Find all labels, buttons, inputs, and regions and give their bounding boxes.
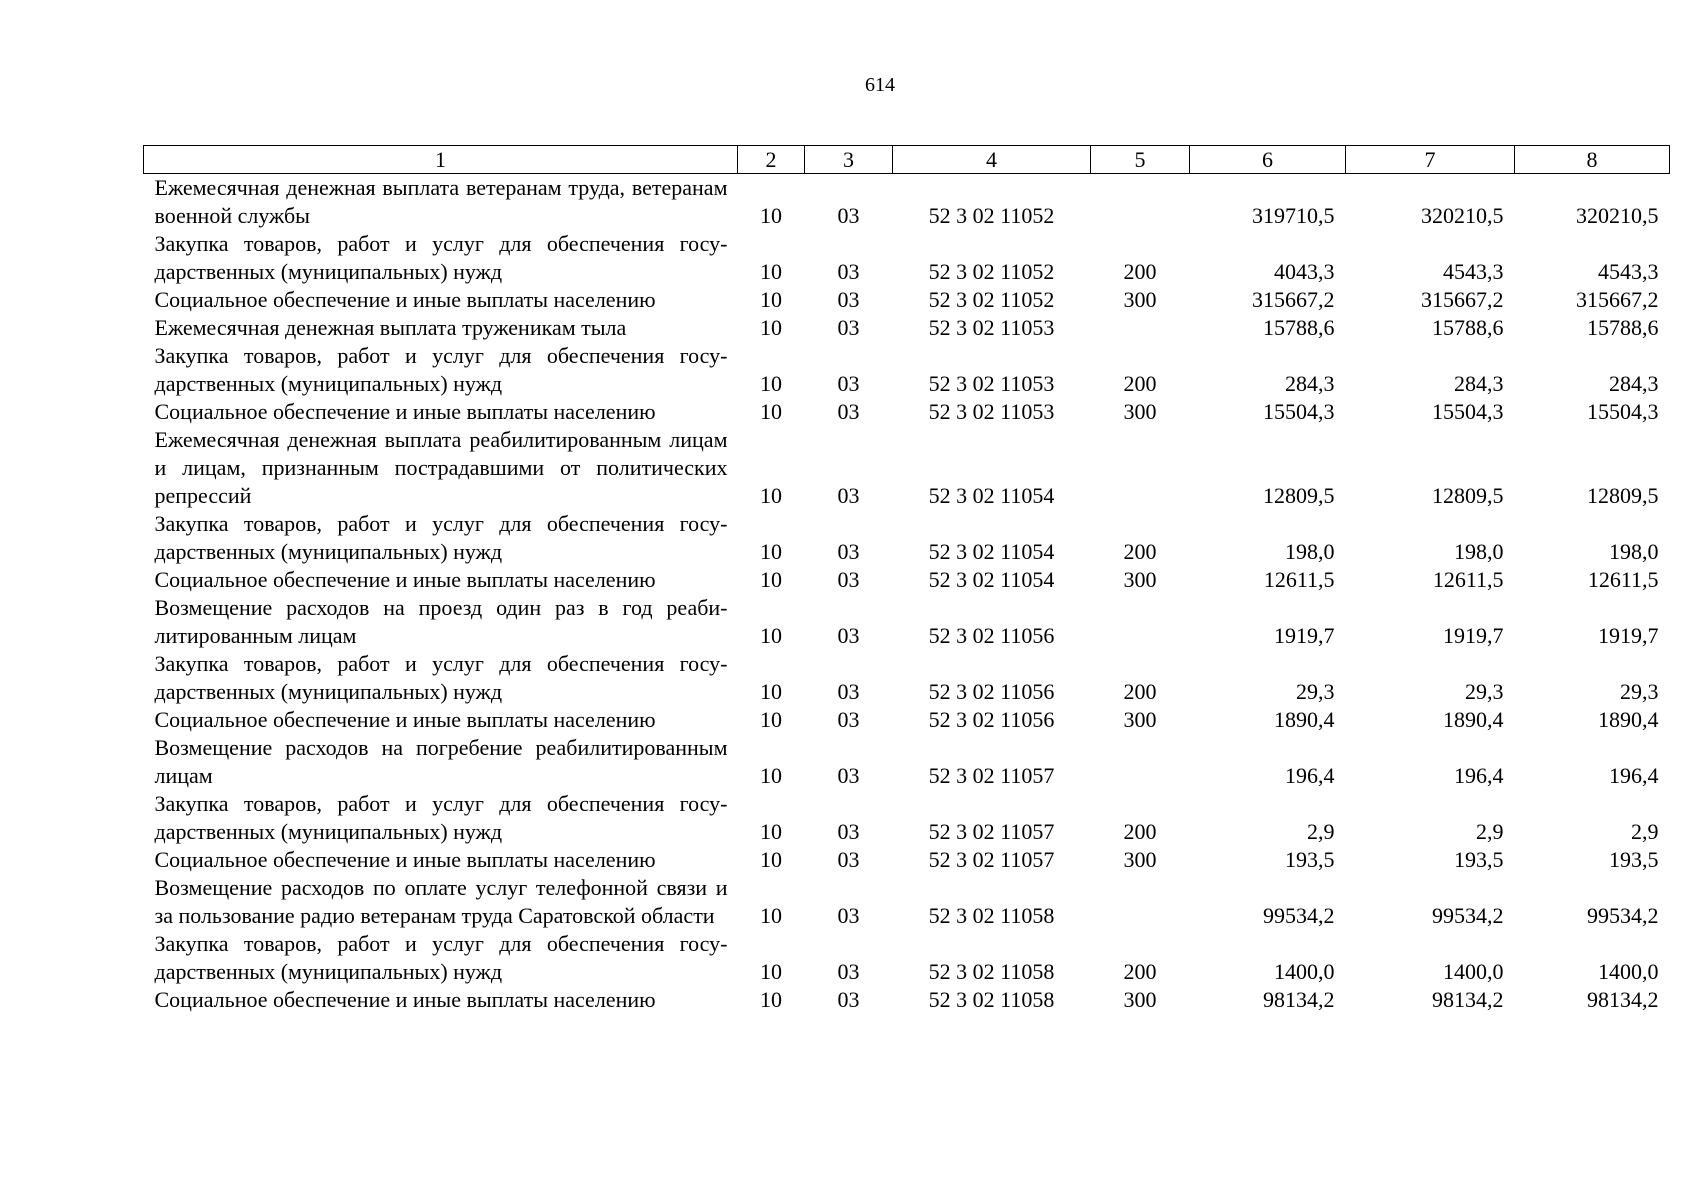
amount-year-2: 1400,0 <box>1443 959 1504 984</box>
expense-name: Возмещение расходов на погребение реабилитированным лицам <box>154 735 728 788</box>
subsection-code: 03 <box>837 539 860 564</box>
expense-type-code: 200 <box>1123 679 1157 704</box>
table-row <box>144 874 1670 930</box>
target-article-code: 52 3 02 11054 <box>928 567 1055 592</box>
target-article-code: 52 3 02 11058 <box>928 987 1055 1012</box>
subsection-code: 03 <box>837 259 860 284</box>
expense-name: Возмещение расходов по оплате услуг телефонной связи и за пользование радио ветеранам труда Саратовской области <box>154 875 728 928</box>
subsection-code: 03 <box>837 707 860 732</box>
target-article-code: 52 3 02 11058 <box>928 959 1055 984</box>
subsection-code: 03 <box>837 315 860 340</box>
expense-name: Социальное обеспечение и иные выплаты населению <box>154 987 656 1012</box>
subsection-code: 03 <box>837 819 860 844</box>
amount-year-3: 1400,0 <box>1598 959 1659 984</box>
amount-year-3: 320210,5 <box>1576 203 1659 228</box>
table-row <box>144 930 1670 986</box>
subsection-code: 03 <box>837 623 860 648</box>
target-article-code: 52 3 02 11056 <box>928 707 1055 732</box>
col-header-4: 4 <box>893 146 1091 174</box>
expense-name: Закупка товаров, работ и услуг для обеспечения государственных (муниципальных) нужд <box>154 791 728 844</box>
section-code: 10 <box>760 679 782 704</box>
amount-year-3: 196,4 <box>1609 763 1659 788</box>
expense-type-code: 300 <box>1123 707 1157 732</box>
amount-year-1: 12611,5 <box>1263 567 1335 592</box>
amount-year-2: 196,4 <box>1454 763 1504 788</box>
amount-year-2: 12611,5 <box>1432 567 1504 592</box>
amount-year-2: 15788,6 <box>1432 315 1504 340</box>
amount-year-3: 12809,5 <box>1587 483 1659 508</box>
target-article-code: 52 3 02 11054 <box>928 539 1055 564</box>
amount-year-1: 193,5 <box>1285 847 1335 872</box>
table-row <box>144 986 1670 1014</box>
section-code: 10 <box>760 707 782 732</box>
amount-year-2: 99534,2 <box>1432 903 1504 928</box>
amount-year-3: 193,5 <box>1609 847 1659 872</box>
amount-year-2: 198,0 <box>1454 539 1504 564</box>
target-article-code: 52 3 02 11052 <box>928 287 1055 312</box>
subsection-code: 03 <box>837 287 860 312</box>
table-row <box>144 342 1670 398</box>
table-row <box>144 510 1670 566</box>
target-article-code: 52 3 02 11057 <box>928 819 1055 844</box>
amount-year-3: 12611,5 <box>1587 567 1659 592</box>
amount-year-3: 1890,4 <box>1598 707 1659 732</box>
section-code: 10 <box>760 483 782 508</box>
expense-type-code <box>1091 314 1190 342</box>
amount-year-1: 2,9 <box>1307 819 1335 844</box>
amount-year-1: 12809,5 <box>1263 483 1335 508</box>
table-row <box>144 566 1670 594</box>
amount-year-1: 196,4 <box>1285 763 1335 788</box>
section-code: 10 <box>760 259 782 284</box>
amount-year-1: 98134,2 <box>1263 987 1335 1012</box>
amount-year-2: 4543,3 <box>1443 259 1504 284</box>
subsection-code: 03 <box>837 679 860 704</box>
amount-year-3: 2,9 <box>1631 819 1659 844</box>
table-row <box>144 230 1670 286</box>
table-body <box>144 174 1670 1015</box>
section-code: 10 <box>760 539 782 564</box>
amount-year-2: 29,3 <box>1465 679 1504 704</box>
expense-type-code: 200 <box>1123 959 1157 984</box>
expense-type-code: 200 <box>1123 539 1157 564</box>
expense-name: Закупка товаров, работ и услуг для обеспечения государственных (муниципальных) нужд <box>154 931 728 984</box>
amount-year-3: 98134,2 <box>1587 987 1659 1012</box>
expense-name: Социальное обеспечение и иные выплаты населению <box>154 287 656 312</box>
section-code: 10 <box>760 203 782 228</box>
subsection-code: 03 <box>837 959 860 984</box>
expense-type-code <box>1091 734 1190 790</box>
col-header-6: 6 <box>1190 146 1346 174</box>
table-row <box>144 650 1670 706</box>
expense-name: Закупка товаров, работ и услуг для обеспечения государственных (муниципальных) нужд <box>154 651 728 704</box>
subsection-code: 03 <box>837 371 860 396</box>
page-number: 614 <box>865 74 895 96</box>
expense-type-code: 200 <box>1123 371 1157 396</box>
section-code: 10 <box>760 623 782 648</box>
target-article-code: 52 3 02 11052 <box>928 259 1055 284</box>
target-article-code: 52 3 02 11057 <box>928 763 1055 788</box>
amount-year-3: 15504,3 <box>1587 399 1659 424</box>
table-row <box>144 286 1670 314</box>
target-article-code: 52 3 02 11056 <box>928 679 1055 704</box>
table-row <box>144 314 1670 342</box>
expense-type-code <box>1091 426 1190 510</box>
amount-year-1: 15788,6 <box>1263 315 1335 340</box>
table-row <box>144 734 1670 790</box>
col-header-5: 5 <box>1091 146 1190 174</box>
section-code: 10 <box>760 819 782 844</box>
amount-year-1: 15504,3 <box>1263 399 1335 424</box>
expense-name: Социальное обеспечение и иные выплаты населению <box>154 707 656 732</box>
amount-year-1: 99534,2 <box>1263 903 1335 928</box>
expense-name: Закупка товаров, работ и услуг для обеспечения государственных (муниципальных) нужд <box>154 511 728 564</box>
table-row <box>144 706 1670 734</box>
table-row <box>144 846 1670 874</box>
target-article-code: 52 3 02 11052 <box>928 203 1055 228</box>
amount-year-2: 1890,4 <box>1443 707 1504 732</box>
expense-name: Ежемесячная денежная выплата труженикам тыла <box>154 315 627 340</box>
amount-year-3: 15788,6 <box>1587 315 1659 340</box>
section-code: 10 <box>760 903 782 928</box>
amount-year-3: 4543,3 <box>1598 259 1659 284</box>
amount-year-3: 284,3 <box>1609 371 1659 396</box>
subsection-code: 03 <box>837 399 860 424</box>
target-article-code: 52 3 02 11053 <box>928 315 1055 340</box>
table-header <box>144 146 1670 174</box>
section-code: 10 <box>760 371 782 396</box>
subsection-code: 03 <box>837 203 860 228</box>
amount-year-1: 284,3 <box>1285 371 1335 396</box>
amount-year-3: 29,3 <box>1620 679 1659 704</box>
expense-name: Ежемесячная денежная выплата ветеранам труда, ветеранам военной службы <box>154 175 728 228</box>
amount-year-1: 1919,7 <box>1274 623 1335 648</box>
col-header-8: 8 <box>1515 146 1670 174</box>
expense-name: Закупка товаров, работ и услуг для обеспечения государственных (муниципальных) нужд <box>154 343 728 396</box>
section-code: 10 <box>760 399 782 424</box>
col-header-3: 3 <box>805 146 893 174</box>
budget-table <box>143 145 1670 1014</box>
header-row <box>144 146 1670 174</box>
target-article-code: 52 3 02 11056 <box>928 623 1055 648</box>
target-article-code: 52 3 02 11053 <box>928 399 1055 424</box>
amount-year-2: 315667,2 <box>1421 287 1504 312</box>
amount-year-1: 1400,0 <box>1274 959 1335 984</box>
expense-type-code <box>1091 874 1190 930</box>
amount-year-3: 198,0 <box>1609 539 1659 564</box>
expense-name: Ежемесячная денежная выплата реабилитированным лицам и лицам, признанным пострадавшими от политических репрессий <box>154 427 728 508</box>
amount-year-2: 193,5 <box>1454 847 1504 872</box>
expense-type-code: 300 <box>1123 847 1157 872</box>
subsection-code: 03 <box>837 847 860 872</box>
amount-year-2: 12809,5 <box>1432 483 1504 508</box>
amount-year-1: 1890,4 <box>1274 707 1335 732</box>
expense-type-code <box>1091 174 1190 231</box>
table-row <box>144 594 1670 650</box>
amount-year-1: 4043,3 <box>1274 259 1335 284</box>
expense-type-code: 300 <box>1123 987 1157 1012</box>
amount-year-3: 1919,7 <box>1598 623 1659 648</box>
expense-type-code: 200 <box>1123 819 1157 844</box>
section-code: 10 <box>760 315 782 340</box>
section-code: 10 <box>760 959 782 984</box>
expense-type-code: 300 <box>1123 287 1157 312</box>
table-row <box>144 426 1670 510</box>
subsection-code: 03 <box>837 903 860 928</box>
amount-year-3: 99534,2 <box>1587 903 1659 928</box>
expense-type-code <box>1091 594 1190 650</box>
table-row <box>144 790 1670 846</box>
subsection-code: 03 <box>837 567 860 592</box>
amount-year-2: 2,9 <box>1476 819 1504 844</box>
col-header-1: 1 <box>144 146 738 174</box>
expense-name: Социальное обеспечение и иные выплаты населению <box>154 847 656 872</box>
target-article-code: 52 3 02 11053 <box>928 371 1055 396</box>
amount-year-2: 284,3 <box>1454 371 1504 396</box>
expense-type-code: 200 <box>1123 259 1157 284</box>
subsection-code: 03 <box>837 483 860 508</box>
expense-type-code: 300 <box>1123 399 1157 424</box>
table-row <box>144 398 1670 426</box>
amount-year-2: 320210,5 <box>1421 203 1504 228</box>
section-code: 10 <box>760 987 782 1012</box>
amount-year-3: 315667,2 <box>1576 287 1659 312</box>
subsection-code: 03 <box>837 763 860 788</box>
expense-name: Социальное обеспечение и иные выплаты населению <box>154 399 656 424</box>
target-article-code: 52 3 02 11058 <box>928 903 1055 928</box>
section-code: 10 <box>760 567 782 592</box>
amount-year-1: 315667,2 <box>1252 287 1335 312</box>
section-code: 10 <box>760 287 782 312</box>
section-code: 10 <box>760 847 782 872</box>
expense-type-code: 300 <box>1123 567 1157 592</box>
expense-name: Возмещение расходов на проезд один раз в год реабилитированным лицам <box>154 595 728 648</box>
amount-year-1: 319710,5 <box>1252 203 1335 228</box>
expense-name: Закупка товаров, работ и услуг для обеспечения государственных (муниципальных) нужд <box>154 231 728 284</box>
amount-year-1: 29,3 <box>1296 679 1335 704</box>
col-header-7: 7 <box>1346 146 1515 174</box>
amount-year-1: 198,0 <box>1285 539 1335 564</box>
target-article-code: 52 3 02 11054 <box>928 483 1055 508</box>
expense-name: Социальное обеспечение и иные выплаты населению <box>154 567 656 592</box>
amount-year-2: 15504,3 <box>1432 399 1504 424</box>
amount-year-2: 1919,7 <box>1443 623 1504 648</box>
table-row <box>144 174 1670 231</box>
col-header-2: 2 <box>738 146 805 174</box>
amount-year-2: 98134,2 <box>1432 987 1504 1012</box>
subsection-code: 03 <box>837 987 860 1012</box>
section-code: 10 <box>760 763 782 788</box>
target-article-code: 52 3 02 11057 <box>928 847 1055 872</box>
